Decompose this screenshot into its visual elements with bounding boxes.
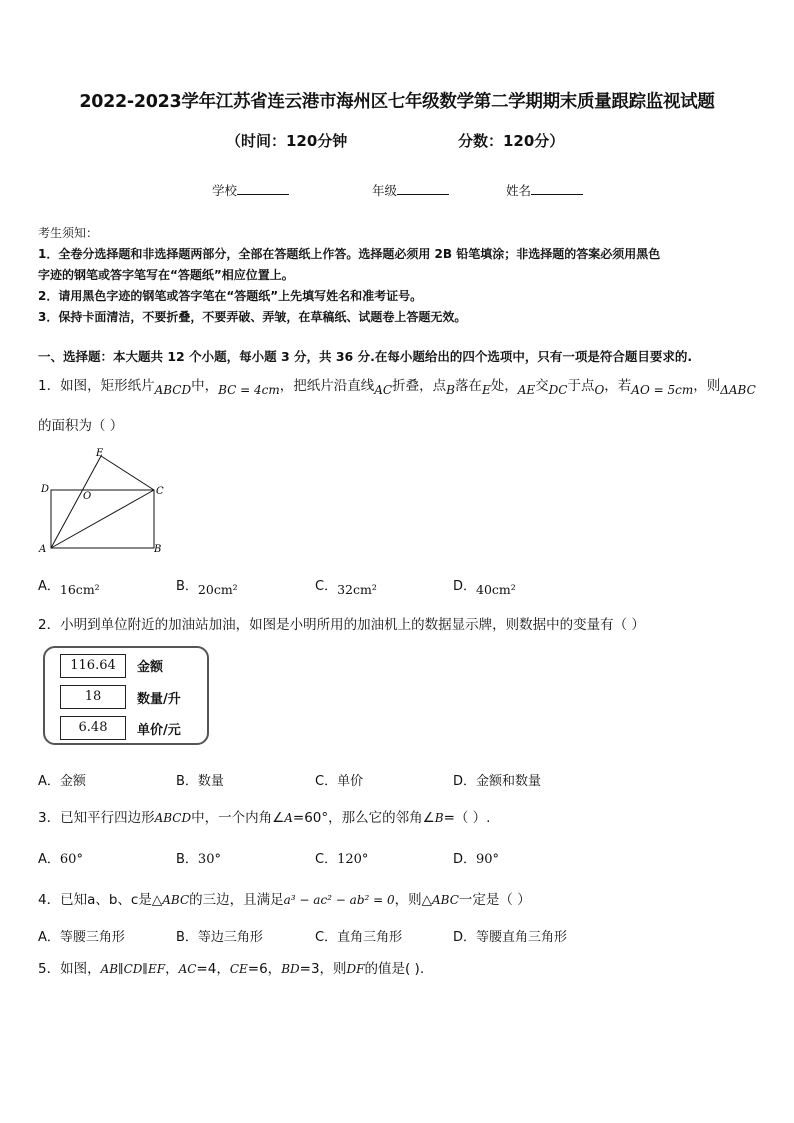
q1-rectangle-figure bbox=[34, 444, 174, 562]
pump-quantity-label: 数量/升 bbox=[137, 692, 181, 707]
q2-option-b[interactable]: B．数量 bbox=[176, 774, 224, 789]
exam-time: （时间：120分钟 bbox=[226, 132, 348, 150]
question-3-text: 3．已知平行四边形ABCD中，一个内角∠A=60°，那么它的邻角∠B=（ ）. bbox=[38, 810, 491, 826]
q4-option-c[interactable]: C．直角三角形 bbox=[315, 930, 403, 945]
q1-option-a[interactable]: A．16cm² bbox=[38, 579, 100, 597]
pump-price-label: 单价/元 bbox=[137, 723, 181, 738]
notice-heading: 考生须知： bbox=[38, 226, 99, 240]
question-1-text: 1．如图，矩形纸片ABCD中，BC = 4cm，把纸片沿直线AC折叠，点B落在E处，AE交DC于点O，若AO = 5cm，则ΔABC bbox=[38, 378, 756, 397]
label-o: O bbox=[83, 491, 92, 502]
label-b: B bbox=[154, 544, 162, 555]
label-a: A bbox=[39, 544, 47, 555]
q3-option-c[interactable]: C．120° bbox=[315, 852, 369, 867]
q4-option-d[interactable]: D．等腰直角三角形 bbox=[453, 930, 568, 945]
school-blank[interactable] bbox=[237, 182, 289, 195]
question-1-line2: 的面积为（ ） bbox=[38, 418, 124, 434]
pump-price-value: 6.48 bbox=[60, 716, 126, 740]
school-label: 学校 bbox=[212, 183, 238, 198]
q1-option-d[interactable]: D．40cm² bbox=[453, 579, 516, 597]
q2-option-d[interactable]: D．金额和数量 bbox=[453, 774, 542, 789]
q3-option-a[interactable]: A．60° bbox=[38, 852, 83, 867]
grade-field bbox=[372, 181, 449, 199]
grade-blank[interactable] bbox=[397, 182, 449, 195]
pump-amount-label: 金额 bbox=[137, 660, 164, 675]
name-label: 姓名 bbox=[506, 183, 532, 198]
question-2-text: 2．小明到单位附近的加油站加油，如图是小明所用的加油机上的数据显示牌，则数据中的变量有（ ） bbox=[38, 617, 645, 633]
name-field bbox=[506, 181, 583, 199]
pump-amount-value: 116.64 bbox=[60, 654, 126, 678]
q4-option-b[interactable]: B．等边三角形 bbox=[176, 930, 263, 945]
segment-ec bbox=[101, 456, 154, 490]
q3-option-b[interactable]: B．30° bbox=[176, 852, 221, 867]
page-title: 2022-2023学年江苏省连云港市海州区七年级数学第二学期期末质量跟踪监视试题 bbox=[79, 92, 715, 112]
q3-option-d[interactable]: D．90° bbox=[453, 852, 500, 867]
notice-item-2: 2．请用黑色字迹的钢笔或答字笔在“答题纸”上先填写姓名和准考证号。 bbox=[38, 289, 423, 303]
section-heading: 一、选择题：本大题共 12 个小题，每小题 3 分，共 36 分.在每小题给出的四个选项中，只有一项是符合题目要求的. bbox=[38, 349, 693, 364]
notice-item-3: 3．保持卡面清洁，不要折叠，不要弄破、弄皱，在草稿纸、试题卷上答题无效。 bbox=[38, 310, 467, 324]
question-4-text: 4．已知a、b、c是△ABC的三边，且满足a³ − ac² − ab² = 0，则△ABC一定是（ ） bbox=[38, 892, 531, 908]
q2-option-c[interactable]: C．单价 bbox=[315, 774, 364, 789]
pump-quantity-value: 18 bbox=[60, 685, 126, 709]
q4-option-a[interactable]: A．等腰三角形 bbox=[38, 930, 125, 945]
exam-score: 分数：120分） bbox=[458, 132, 565, 150]
pump-display-panel bbox=[43, 646, 209, 745]
school-field bbox=[212, 181, 289, 199]
q2-option-a[interactable]: A．金额 bbox=[38, 774, 86, 789]
notice-item-1-cont: 字迹的钢笔或答字笔写在“答题纸”相应位置上。 bbox=[38, 268, 294, 282]
grade-label: 年级 bbox=[372, 183, 398, 198]
label-e: E bbox=[96, 448, 104, 459]
label-c: C bbox=[156, 486, 164, 497]
label-d: D bbox=[41, 484, 50, 495]
notice-item-1: 1．全卷分选择题和非选择题两部分，全部在答题纸上作答。选择题必须用 2B 铅笔填涂；非选择题的答案必须用黑色 bbox=[38, 247, 661, 261]
q1-option-b[interactable]: B．20cm² bbox=[176, 579, 238, 597]
question-5-text: 5．如图，AB∥CD∥EF，AC=4，CE=6，BD=3，则DF的值是( ). bbox=[38, 961, 425, 977]
q1-option-c[interactable]: C．32cm² bbox=[315, 579, 377, 597]
name-blank[interactable] bbox=[531, 182, 583, 195]
